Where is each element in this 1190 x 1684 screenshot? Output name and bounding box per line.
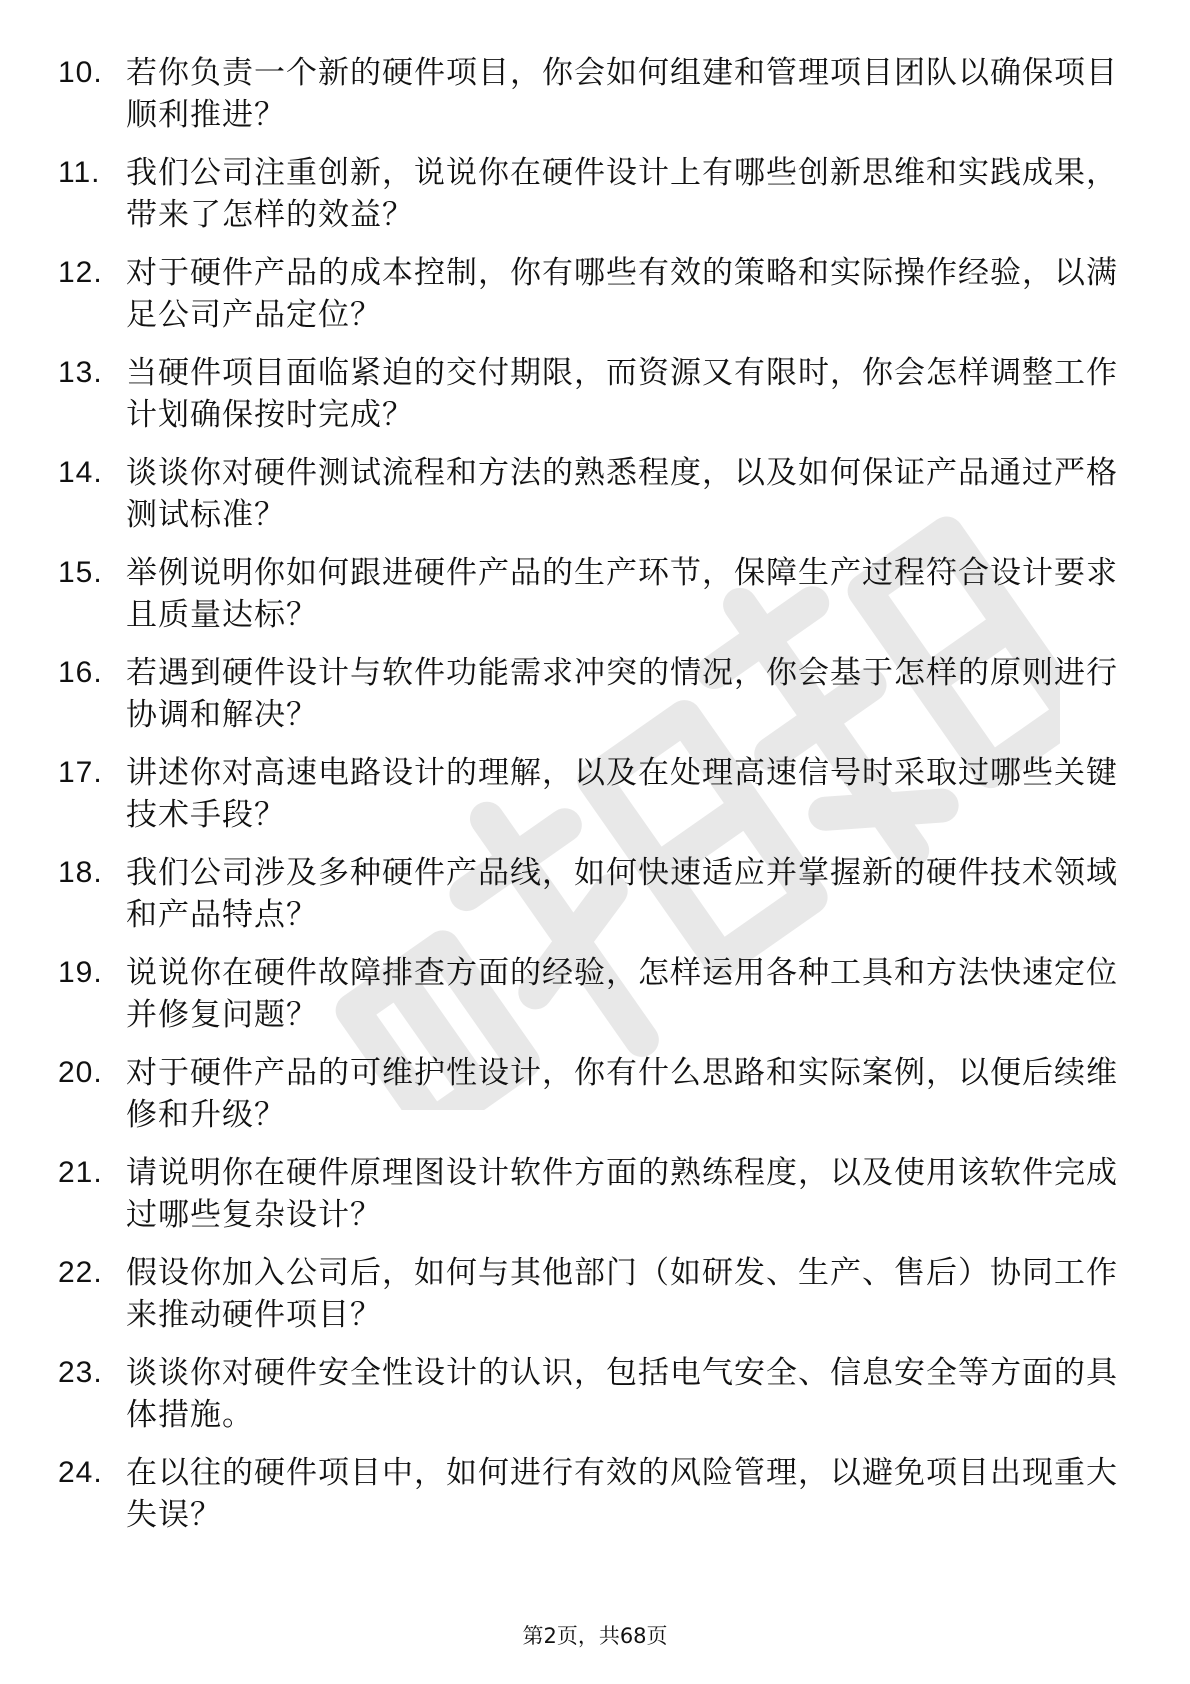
question-item-22 bbox=[58, 1252, 1118, 1336]
question-number: 10. bbox=[58, 56, 103, 89]
question-item-10 bbox=[58, 52, 1118, 136]
question-number: 12. bbox=[58, 256, 103, 289]
question-text: 讲述你对高速电路设计的理解，以及在处理高速信号时采取过哪些关键技术手段？ bbox=[126, 755, 1118, 833]
question-item-23 bbox=[58, 1352, 1118, 1436]
question-list bbox=[58, 52, 1118, 1552]
question-item-17 bbox=[58, 752, 1118, 836]
question-text: 若遇到硬件设计与软件功能需求冲突的情况，你会基于怎样的原则进行协调和解决？ bbox=[126, 655, 1118, 733]
question-number: 24. bbox=[58, 1456, 103, 1489]
question-text: 假设你加入公司后，如何与其他部门（如研发、生产、售后）协同工作来推动硬件项目？ bbox=[126, 1255, 1118, 1333]
question-item-11 bbox=[58, 152, 1118, 236]
question-number: 17. bbox=[58, 756, 103, 789]
question-item-16 bbox=[58, 652, 1118, 736]
question-text: 我们公司涉及多种硬件产品线，如何快速适应并掌握新的硬件技术领域和产品特点？ bbox=[126, 855, 1118, 933]
question-text: 举例说明你如何跟进硬件产品的生产环节，保障生产过程符合设计要求且质量达标？ bbox=[126, 555, 1118, 633]
question-number: 19. bbox=[58, 956, 103, 989]
question-text: 在以往的硬件项目中，如何进行有效的风险管理，以避免项目出现重大失误？ bbox=[126, 1455, 1118, 1533]
question-number: 18. bbox=[58, 856, 103, 889]
page-number-footer: 第2页，共68页 bbox=[522, 1624, 668, 1648]
question-number: 21. bbox=[58, 1156, 103, 1189]
question-number: 13. bbox=[58, 356, 103, 389]
question-item-19 bbox=[58, 952, 1118, 1036]
question-text: 说说你在硬件故障排查方面的经验，怎样运用各种工具和方法快速定位并修复问题？ bbox=[126, 955, 1118, 1033]
question-text: 对于硬件产品的可维护性设计，你有什么思路和实际案例，以便后续维修和升级？ bbox=[126, 1055, 1118, 1133]
question-number: 20. bbox=[58, 1056, 103, 1089]
question-number: 16. bbox=[58, 656, 103, 689]
question-number: 14. bbox=[58, 456, 103, 489]
question-text: 我们公司注重创新，说说你在硬件设计上有哪些创新思维和实践成果，带来了怎样的效益？ bbox=[126, 155, 1118, 233]
question-text: 若你负责一个新的硬件项目，你会如何组建和管理项目团队以确保项目顺利推进？ bbox=[126, 55, 1118, 133]
question-number: 15. bbox=[58, 556, 103, 589]
question-item-20 bbox=[58, 1052, 1118, 1136]
question-text: 对于硬件产品的成本控制，你有哪些有效的策略和实际操作经验，以满足公司产品定位？ bbox=[126, 255, 1118, 333]
question-number: 23. bbox=[58, 1356, 103, 1389]
question-item-21 bbox=[58, 1152, 1118, 1236]
question-item-18 bbox=[58, 852, 1118, 936]
question-item-12 bbox=[58, 252, 1118, 336]
question-number: 11. bbox=[58, 156, 101, 189]
question-text: 当硬件项目面临紧迫的交付期限，而资源又有限时，你会怎样调整工作计划确保按时完成？ bbox=[126, 355, 1118, 433]
question-item-13 bbox=[58, 352, 1118, 436]
question-text: 请说明你在硬件原理图设计软件方面的熟练程度，以及使用该软件完成过哪些复杂设计？ bbox=[126, 1155, 1118, 1233]
question-text: 谈谈你对硬件测试流程和方法的熟悉程度，以及如何保证产品通过严格测试标准？ bbox=[126, 455, 1118, 533]
question-text: 谈谈你对硬件安全性设计的认识，包括电气安全、信息安全等方面的具体措施。 bbox=[126, 1355, 1118, 1433]
question-number: 22. bbox=[58, 1256, 103, 1289]
question-item-24 bbox=[58, 1452, 1118, 1536]
question-item-15 bbox=[58, 552, 1118, 636]
question-item-14 bbox=[58, 452, 1118, 536]
